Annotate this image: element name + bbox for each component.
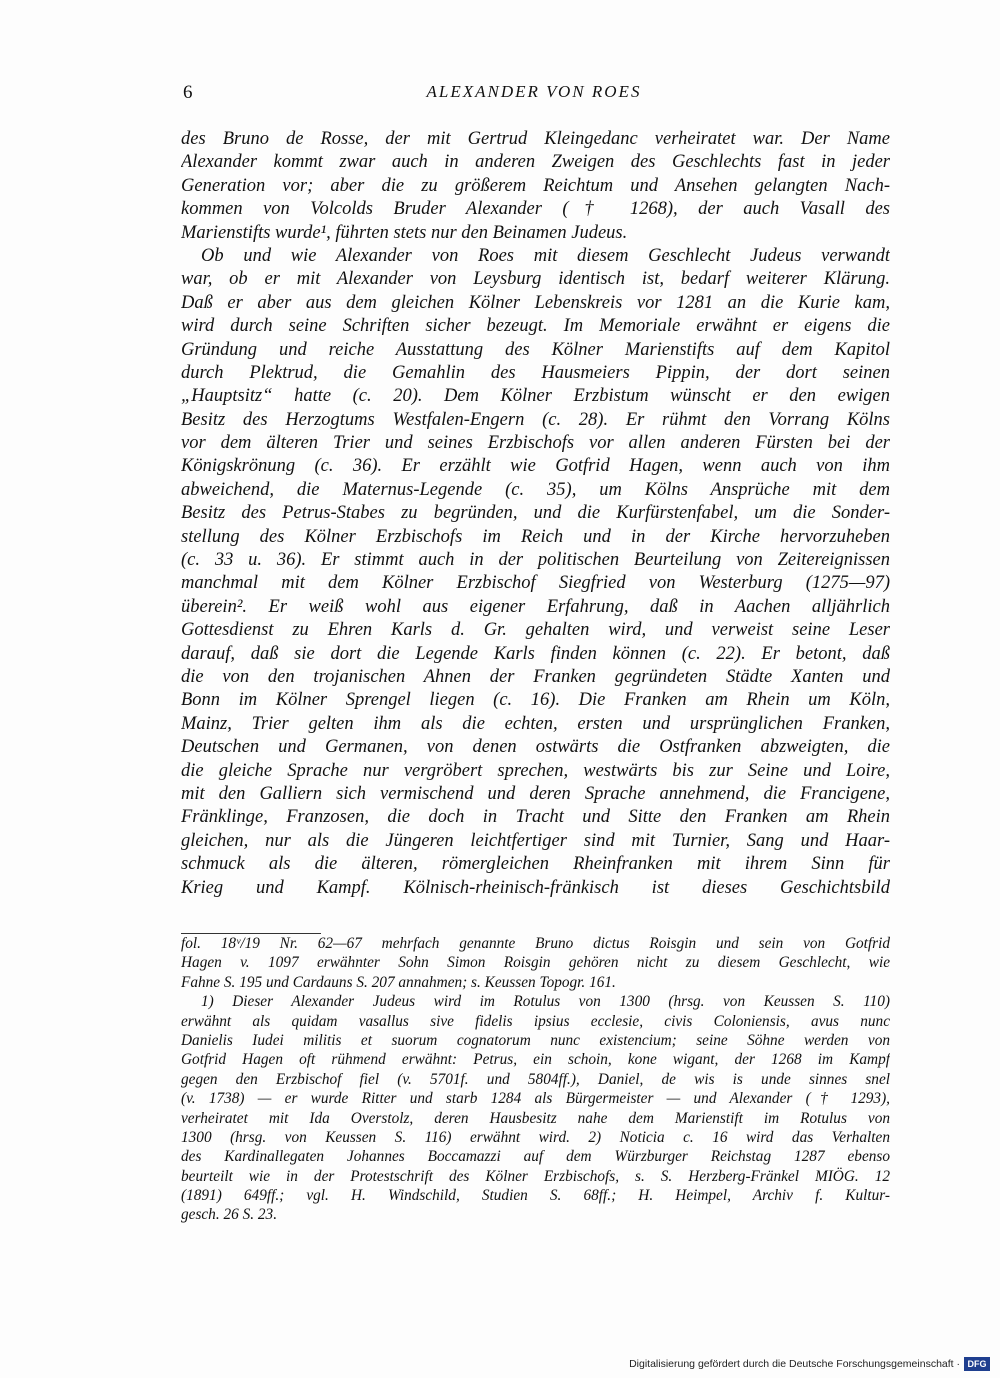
body-line: (c. 33 u. 36). Er stimmt auch in der politischen Beurteilung von Zeitereignissen — [181, 550, 890, 571]
page-number: 6 — [183, 82, 193, 103]
body-line: „Hauptsitz“ hatte (c. 20). Dem Kölner Erzbistum wünscht er den ewigen — [181, 386, 890, 407]
body-line: darauf, daß sie dort die Legende Karls finden können (c. 22). Er betont, daß — [181, 643, 890, 664]
footnote-line: Hagen v. 1097 erwähnter Sohn Simon Roisgin gehören nicht zu diesem Geschlecht, wie — [181, 954, 890, 972]
footnote-line: Gotfrid Hagen oft rühmend erwähnt: Petrus, ein schoin, kone wigant, der 1268 im Kampf — [181, 1051, 890, 1069]
main-text — [181, 128, 890, 900]
body-line: Generation vor; aber die zu größerem Reichtum und Ansehen gelangten Nach- — [181, 175, 890, 196]
body-line: die gleiche Sprache nur vergröbert sprechen, westwärts bis zur Seine und Loire, — [181, 760, 890, 781]
body-line: Mainz, Trier gelten ihm als die echten, ersten und ursprünglichen Franken, — [181, 713, 890, 734]
body-line: Alexander kommt zwar auch in anderen Zweigen des Geschlechts fast in jeder — [181, 152, 890, 173]
body-line: überein². Er weiß wohl aus eigener Erfahrung, daß in Aachen alljährlich — [181, 596, 890, 617]
body-line: des Bruno de Rosse, der mit Gertrud Kleingedanc verheiratet war. Der Name — [181, 129, 890, 149]
footnote-line: gegen den Erzbischof fiel (v. 5701f. und 5804ff.), Daniel, de wis is unde sinnes snel — [181, 1070, 890, 1088]
footnote-line: 1300 (hrsg. von Keussen S. 116) erwähnt wird. 2) Noticia c. 16 wird das Verhalten — [181, 1128, 890, 1146]
footnote-line: Danielis Iudei militis et suorum cognatorum nunc existencium; seine Söhne werden von — [181, 1031, 890, 1049]
body-line: kommen von Volcolds Bruder Alexander († 1268), der auch Vasall des — [181, 199, 890, 220]
body-line: Krieg und Kampf. Kölnisch-rheinisch-fränkisch ist dieses Geschichtsbild — [181, 877, 890, 898]
body-line: Besitz des Petrus-Stabes zu begründen, und die Kurfürstenfabel, um die Sonder- — [181, 503, 890, 524]
body-line: manchmal mit dem Kölner Erzbischof Siegfried von Westerburg (1275—97) — [181, 573, 890, 594]
footnote-line: des Kardinallegaten Johannes Boccamazzi auf dem Würzburger Reichstag 1287 ebenso — [181, 1148, 890, 1166]
footnote-line: beurteilt wie in der Protestschrift des Kölner Erzbischofs, s. S. Herzberg-Fränkel MIÖG. 12 — [181, 1167, 890, 1185]
body-line: Ob und wie Alexander von Roes mit diesem Geschlecht Judeus verwandt — [201, 245, 890, 266]
footnote-line: Fahne S. 195 und Cardauns S. 207 annahmen; s. Keussen Topogr. 161. — [181, 973, 616, 991]
body-line: Besitz des Herzogtums Westfalen-Engern (c. 28). Er rühmt den Vorrang Kölns — [181, 409, 890, 430]
running-head: ALEXANDER VON ROES — [426, 82, 642, 101]
body-line: Marienstifts wurde¹, führten stets nur den Beinamen Judeus. — [181, 222, 628, 243]
footnote-line: gesch. 26 S. 23. — [181, 1206, 278, 1224]
footnote-line: verheiratet mit Ida Overstolz, deren Hausbesitz nahe dem Marienstift im Rotulus von — [181, 1109, 890, 1127]
footnote-line: (1891) 649ff.; vgl. H. Windschild, Studien S. 68ff.; H. Heimpel, Archiv f. Kultur- — [181, 1187, 890, 1205]
body-line: stellung des Kölner Erzbischofs im Reich und in der Kirche hervorzuheben — [181, 526, 890, 547]
body-line: gleichen, nur als die Jüngeren leichtfertiger sind mit Turnier, Sang und Haar- — [181, 830, 890, 851]
body-line: abweichend, die Maternus-Legende (c. 35), um Kölns Ansprüche mit dem — [181, 479, 890, 500]
body-line: vor dem älteren Trier und seines Erzbischofs vor allen anderen Fürsten bei der — [181, 433, 890, 454]
body-line: Deutschen und Germanen, von denen ostwärts die Ostfranken abzweigten, die — [181, 737, 890, 758]
body-line: wird durch seine Schriften sicher bezeugt. Im Memoriale erwähnt er eigens die — [181, 316, 890, 337]
footnote-line: fol. 18ᵛ/19 Nr. 62—67 mehrfach genannte Bruno dictus Roisgin und sein von Gotfrid — [181, 935, 890, 952]
body-line: mit den Galliern sich vermischend und deren Sprache annehmend, die Francigene, — [181, 783, 890, 804]
digitization-note: Digitalisierung gefördert durch die Deutsche Forschungsgemeinschaft · — [629, 1358, 960, 1370]
dfg-logo: DFG — [964, 1357, 990, 1371]
body-line: war, ob er mit Alexander von Leysburg identisch ist, bedarf weiterer Klärung. — [181, 269, 890, 290]
footnote-line: 1) Dieser Alexander Judeus wird im Rotulus von 1300 (hrsg. von Keussen S. 110) — [201, 993, 890, 1011]
footnotes — [181, 934, 890, 1225]
body-line: Fränklinge, Franzosen, die doch in Tracht und Sitte den Franken am Rhein — [181, 807, 890, 828]
footnote-line: (v. 1738) — er wurde Ritter und starb 1284 als Bürgermeister — und Alexander († 1293), — [181, 1090, 890, 1108]
body-line: Gottesdienst zu Ehren Karls d. Gr. gehalten wird, und verweist seine Leser — [181, 620, 890, 641]
body-line: Königskrönung (c. 36). Er erzählt wie Gotfrid Hagen, wenn auch von ihm — [181, 456, 890, 477]
body-line: Gründung und reiche Ausstattung des Kölner Marienstifts auf dem Kapitol — [181, 339, 890, 360]
body-line: schmuck als die älteren, römergleichen Rheinfranken mit ihrem Sinn für — [181, 854, 890, 875]
body-line: Bonn im Kölner Sprengel liegen (c. 16). Die Franken am Rhein um Köln, — [181, 690, 890, 711]
digitization-credit — [629, 1357, 990, 1371]
body-line: durch Plektrud, die Gemahlin des Hausmeiers Pippin, der dort seinen — [181, 362, 890, 383]
body-line: die von den trojanischen Ahnen der Franken gegründeten Städte Xanten und — [181, 666, 890, 687]
body-line: Daß er aber aus dem gleichen Kölner Lebenskreis vor 1281 an die Kurie kam, — [181, 292, 890, 313]
footnote-line: erwähnt als quidam vasallus sive fidelis ipsius ecclesie, civis Coloniensis, avus nunc — [181, 1012, 890, 1030]
